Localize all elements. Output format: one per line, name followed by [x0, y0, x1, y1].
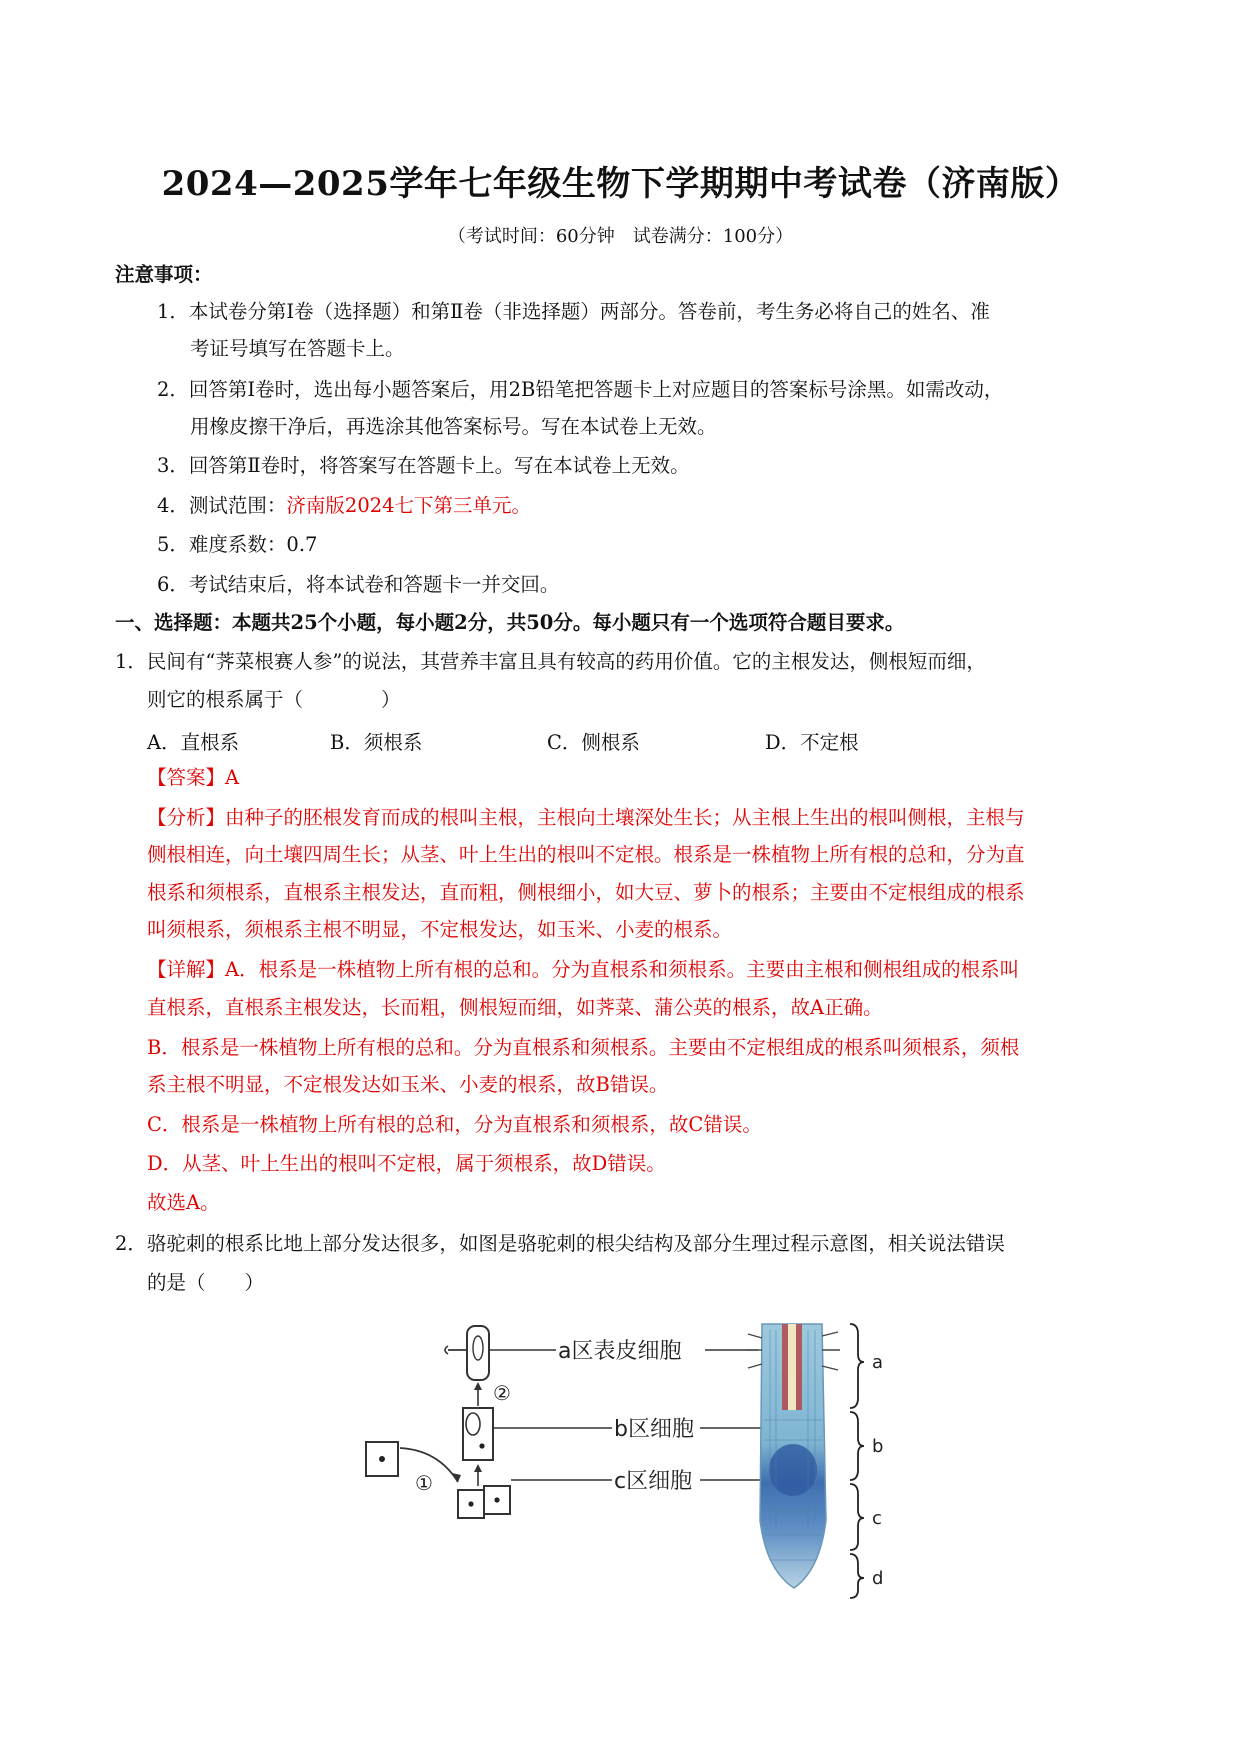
q1-analysis-1: 【分析】由种子的胚根发育而成的根叫主根，主根向土壤深处生长；从主根上生出的根叫侧根，主根与: [147, 806, 1025, 829]
q1-option-a: A．直根系: [147, 731, 240, 754]
scope-value: 济南版2024七下第三单元。: [286, 494, 532, 517]
notes-heading: 注意事项：: [115, 263, 213, 286]
step-2-label: ②: [493, 1381, 511, 1405]
q1-analysis-2: 侧根相连，向土壤四周生长；从茎、叶上生出的根叫不定根。根系是一株植物上所有根的总和，分为直: [147, 843, 1025, 866]
zone-c-label: c: [872, 1508, 882, 1529]
note-3: 3．回答第Ⅱ卷时，将答案写在答题卡上。写在本试卷上无效。: [157, 454, 690, 477]
q1-analysis-4: 叫须根系，须根系主根不明显，不定根发达，如玉米、小麦的根系。: [147, 918, 733, 941]
note-6: 6．考试结束后，将本试卷和答题卡一并交回。: [157, 573, 560, 596]
cell-division-process: [366, 1326, 511, 1518]
q1-option-d: D．不定根: [765, 731, 859, 754]
q2-stem: 2．骆驼刺的根系比地上部分发达很多，如图是骆驼刺的根尖结构及部分生理过程示意图，相关说法错误: [115, 1232, 1005, 1255]
q1-option-c: C．侧根系: [547, 731, 640, 754]
scope-label: 4．测试范围：: [157, 494, 287, 517]
label-c-cell: c区细胞: [614, 1469, 693, 1494]
note-1: 1．本试卷分第Ⅰ卷（选择题）和第Ⅱ卷（非选择题）两部分。答卷前，考生务必将自己的姓名、准: [157, 300, 990, 323]
zone-a-label: a: [872, 1352, 884, 1373]
q1-answer: 【答案】A: [147, 766, 240, 789]
q1-detail-6: D．从茎、叶上生出的根叫不定根，属于须根系，故D错误。: [147, 1152, 666, 1175]
note-4: [157, 494, 531, 517]
label-b-cell: b区细胞: [614, 1417, 694, 1442]
q1-analysis-3: 根系和须根系，直根系主根发达，直而粗，侧根细小，如大豆、萝卜的根系；主要由不定根组成的根系: [147, 881, 1025, 904]
zone-d-label: d: [872, 1568, 884, 1589]
q1-detail-4: 系主根不明显，不定根发达如玉米、小麦的根系，故B错误。: [147, 1073, 669, 1096]
q1-conclusion: 故选A。: [147, 1191, 220, 1214]
q2-stem-cont: 的是（ ）: [147, 1271, 265, 1294]
q1-detail-1: 【详解】A．根系是一株植物上所有根的总和。分为直根系和须根系。主要由主根和侧根组成的根系叫: [147, 958, 1020, 981]
root-tip-figure: [360, 1320, 920, 1600]
q1-stem: 1．民间有“荠菜根赛人参”的说法，其营养丰富且具有较高的药用价值。它的主根发达，侧根短而细，: [115, 650, 986, 673]
section-heading: 一、选择题：本题共25个小题，每小题2分，共50分。每小题只有一个选项符合题目要求。: [115, 611, 905, 634]
q1-detail-2: 直根系，直根系主根发达，长而粗，侧根短而细，如荠菜、蒲公英的根系，故A正确。: [147, 996, 883, 1019]
step-1-label: ①: [415, 1471, 433, 1495]
q1-detail-3: B．根系是一株植物上所有根的总和。分为直根系和须根系。主要由不定根组成的根系叫须根系，须根: [147, 1036, 1020, 1059]
q1-detail-5: C．根系是一株植物上所有根的总和，分为直根系和须根系，故C错误。: [147, 1113, 762, 1136]
note-2: 2．回答第Ⅰ卷时，选出每小题答案后，用2B铅笔把答题卡上对应题目的答案标号涂黑。如需改动，: [157, 378, 1004, 401]
note-2-cont: 用橡皮擦干净后，再选涂其他答案标号。写在本试卷上无效。: [190, 415, 717, 438]
root-tip-image: [746, 1324, 840, 1588]
page-title: 2024—2025学年七年级生物下学期期中考试卷（济南版）: [161, 164, 1080, 204]
note-5: 5．难度系数：0.7: [157, 533, 318, 556]
q1-stem-cont: 则它的根系属于（ ）: [147, 688, 401, 711]
label-a-cell: a区表皮细胞: [558, 1339, 682, 1364]
note-1-cont: 考证号填写在答题卡上。: [190, 337, 405, 360]
zone-braces: [850, 1324, 864, 1598]
exam-info: （考试时间：60分钟 试卷满分：100分）: [447, 226, 794, 247]
q1-option-b: B．须根系: [330, 731, 423, 754]
zone-b-label: b: [872, 1436, 884, 1457]
